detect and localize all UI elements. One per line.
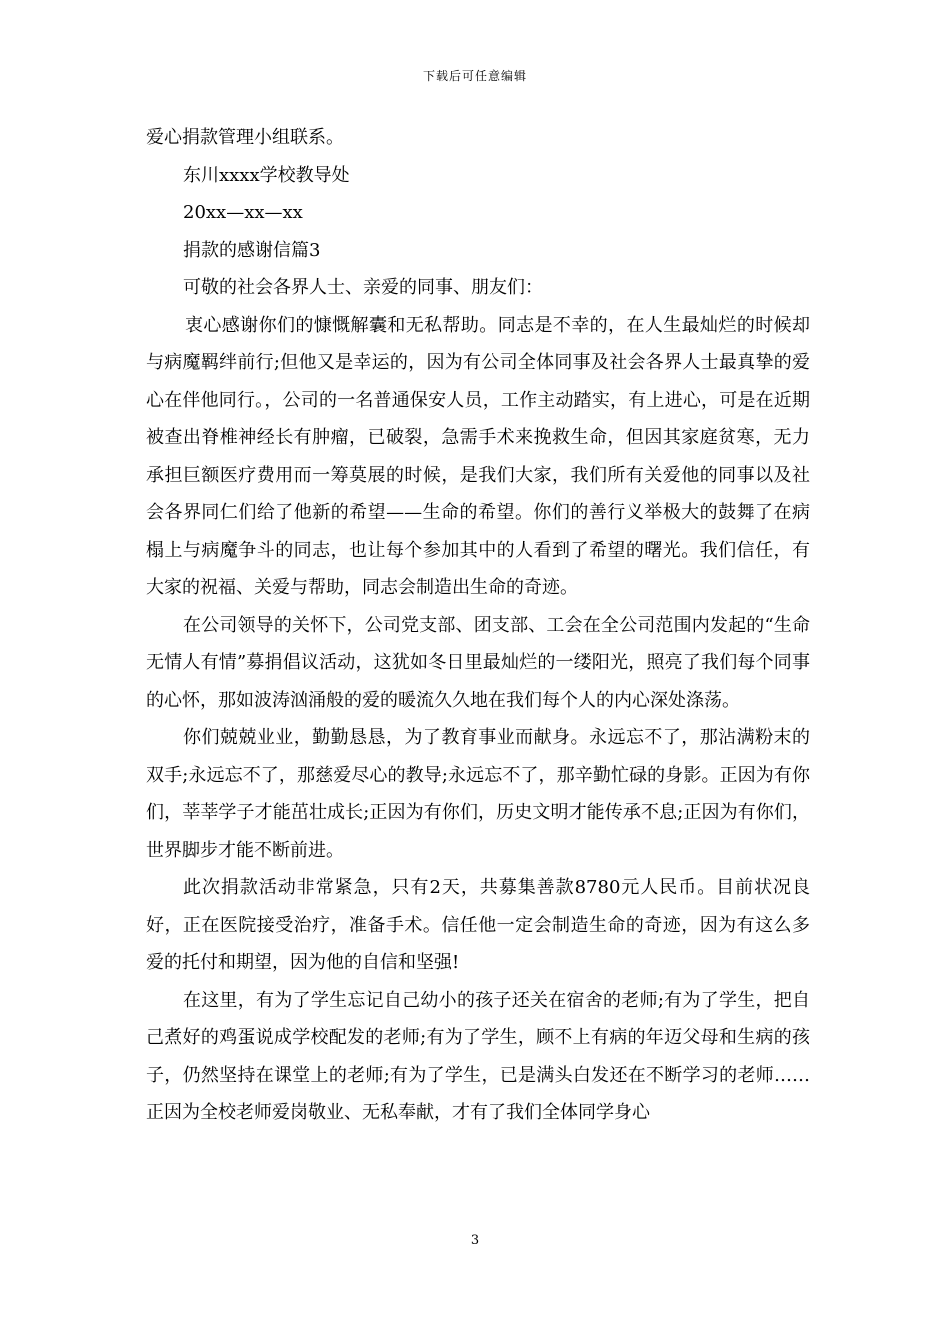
paragraph-section-title: 捐款的感谢信篇3	[183, 239, 321, 261]
paragraph-salutation: 可敬的社会各界人士、亲爱的同事、朋友们：	[183, 277, 543, 298]
paragraph-body: 此次捐款活动非常紧急，只有2天，共募集善款8780元人民币。目前状况良好，正在医院接受治疗，准备手术。信任他一定会制造生命的奇迹，因为有这么多爱的托付和期望，因为他的自信和坚强!	[146, 877, 810, 973]
paragraph-date: 20xx—xx—xx	[183, 202, 303, 223]
page-number: 3	[470, 1233, 480, 1248]
page-header: 下载后可任意编辑	[422, 69, 527, 83]
paragraph-body: 在公司领导的关怀下，公司党支部、团支部、工会在全公司范围内发起的“生命无情人有情”募捐倡议活动，这犹如冬日里最灿烂的一缕阳光，照亮了我们每个同事的心怀，那如波涛汹涌般的爱的暖流久久地在我们每个人的内心深处涤荡。	[146, 614, 810, 711]
paragraph-body: 你们兢兢业业，勤勤恳恳，为了教育事业而献身。永远忘不了，那沾满粉末的双手;永远忘不了，那慈爱尽心的教导;永远忘不了，那辛勤忙碌的身影。正因为有你们，莘莘学子才能茁壮成长;正因为有你们，历史文明才能传承不息;正因为有你们，世界脚步才能不断前进。	[146, 727, 810, 861]
paragraph-signature: 东川xxxx学校教导处	[183, 164, 350, 186]
paragraph-body: 在这里，有为了学生忘记自己幼小的孩子还关在宿舍的老师;有为了学生，把自己煮好的鸡蛋说成学校配发的老师;有为了学生，顾不上有病的年迈父母和生病的孩子，仍然坚持在课堂上的老师;有为了学生，已是满头白发还在不断学习的老师……正因为全校老师爱岗敬业、无私奉献，才有了我们全体同学身心	[146, 989, 810, 1123]
paragraph-body: 衷心感谢你们的慷慨解囊和无私帮助。同志是不幸的，在人生最灿烂的时候却与病魔羁绊前行;但他又是幸运的，因为有公司全体同事及社会各界人士最真挚的爱心在伴他同行。，公司的一名普通保安人员，工作主动踏实，有上进心，可是在近期被查出脊椎神经长有肿瘤，已破裂，急需手术来挽救生命，但因其家庭贫寒，无力承担巨额医疗费用而一筹莫展的时候，是我们大家，我们所有关爱他的同事以及社会各界同仁们给了他新的希望——生命的希望。你们的善行义举极大的鼓舞了在病榻上与病魔争斗的同志，也让每个参加其中的人看到了希望的曙光。我们信任，有大家的祝福、关爱与帮助，同志会制造出生命的奇迹。	[146, 314, 810, 598]
document-body	[146, 119, 810, 1132]
paragraph-closing-line: 爱心捐款管理小组联系。	[146, 127, 344, 148]
